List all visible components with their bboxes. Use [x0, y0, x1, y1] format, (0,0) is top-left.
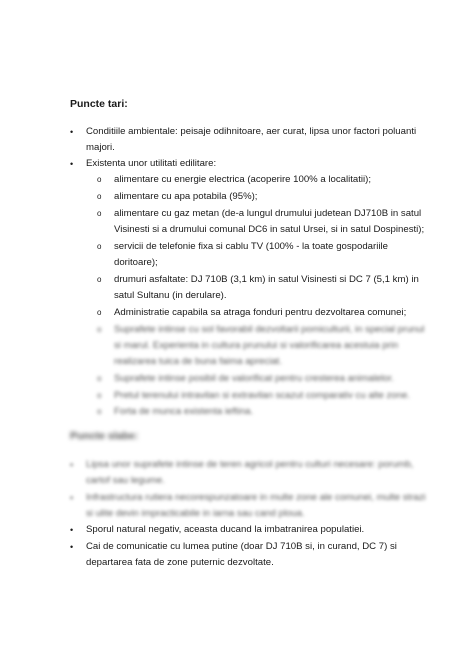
blurred-sub-line-3: realizarea tuica de buna faima apreciat. [114, 356, 282, 367]
blurred-sub-line-4: Suprafete intinse posibil de valorificat pentru cresterea animalelor. [114, 373, 394, 384]
weakness-bullet-4-line-2: departarea fata de zone puternic dezvoltate. [86, 557, 274, 568]
strength-bullet-2-line-1: Existenta unor utilitati edilitare: [86, 158, 217, 169]
blurred-sub-line-1: Suprafete intinse cu sol favorabil dezvoltarii pomiculturii, in special prunul [114, 324, 425, 335]
bullet-icon: • [70, 460, 74, 470]
sub-item-4-line-1: servicii de telefonie fixa si cablu TV (100% - la toate gospodariile [114, 241, 388, 252]
bullet-icon: • [70, 542, 74, 552]
strength-bullet-1-line-1: Conditiile ambientale: peisaje odihnitoare, aer curat, lipsa unor factori poluanti [86, 126, 417, 137]
blurred-sub-line-6: Forta de munca existenta ieftina. [114, 406, 254, 417]
weaknesses-heading: Puncte slabe: [70, 430, 139, 442]
bullet-icon: • [70, 159, 74, 169]
weakness-bullet-3: Sporul natural negativ, aceasta ducand la imbatranirea populatiei. [86, 524, 365, 535]
sub-bullet-icon: o [97, 242, 102, 251]
sub-item-1-line-1: alimentare cu energie electrica (acoperire 100% a localitatii); [114, 174, 372, 185]
sub-bullet-icon: o [97, 325, 102, 334]
sub-item-5-line-1: drumuri asfaltate: DJ 710B (3,1 km) in satul Visinesti si DC 7 (5,1 km) in [114, 274, 419, 285]
sub-item-2-line-1: alimentare cu apa potabila (95%); [114, 191, 258, 202]
sub-bullet-icon: o [97, 308, 102, 317]
blurred-weakness-line-1: Lipsa unor suprafete intinse de teren agricol pentru culturi necesare: porumb, [86, 459, 414, 470]
sub-bullet-icon: o [97, 275, 102, 284]
blurred-sub-line-2: si marul. Experienta in cultura prunului si valorificarea acestuia prin [114, 340, 399, 351]
sub-bullet-icon: o [97, 374, 102, 383]
bullet-icon: • [70, 127, 74, 137]
sub-bullet-icon: o [97, 391, 102, 400]
sub-bullet-icon: o [97, 192, 102, 201]
sub-item-3-line-2: Visinesti si a drumului comunal DC6 in satul Ursei, si in satul Dospinesti); [114, 224, 425, 235]
sub-bullet-icon: o [97, 175, 102, 184]
strengths-heading: Puncte tari: [70, 98, 128, 110]
sub-item-5-line-2: satul Sultanu (in derulare). [114, 290, 227, 301]
bullet-icon: • [70, 493, 74, 503]
strength-bullet-1-line-2: majori. [86, 142, 115, 153]
blurred-weakness-line-2: cartof sau legume. [86, 475, 165, 486]
blurred-weakness-line-4: si ulite devin impracticabile in iarna sau cand ploua. [86, 508, 305, 519]
sub-bullet-icon: o [97, 407, 102, 416]
sub-item-4-line-2: doritoare); [114, 257, 158, 268]
blurred-sub-line-5: Pretul terenului intravilan si extravilan scazut comparativ cu alte zone. [114, 390, 410, 401]
sub-item-6-line-1: Administratie capabila sa atraga fonduri pentru dezvoltarea comunei; [114, 307, 407, 318]
weakness-bullet-4-line-1: Cai de comunicatie cu lumea putine (doar DJ 710B si, in curand, DC 7) si [86, 541, 397, 552]
sub-item-3-line-1: alimentare cu gaz metan (de-a lungul drumului judetean DJ710B in satul [114, 208, 422, 219]
bullet-icon: • [70, 525, 74, 535]
sub-bullet-icon: o [97, 209, 102, 218]
blurred-weakness-line-3: Infrastructura rutiera necorespunzatoare in multe zone ale comunei, multe strazi [86, 492, 426, 503]
